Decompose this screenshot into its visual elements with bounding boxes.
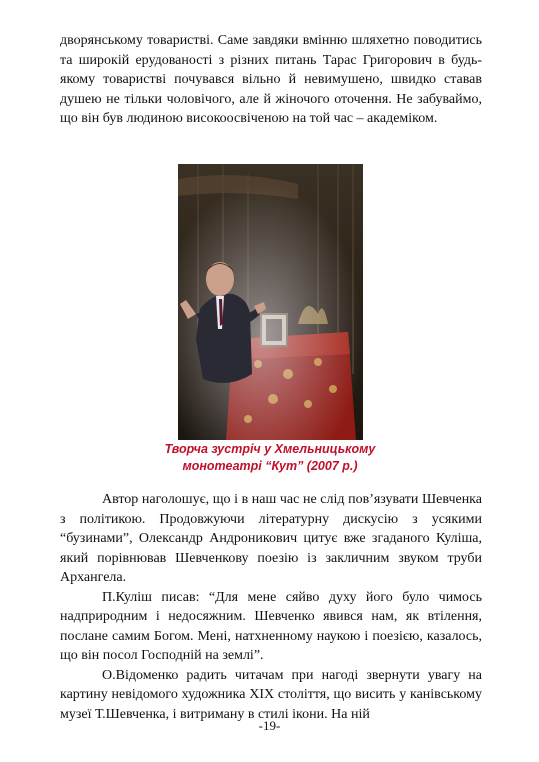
page-number: -19-: [258, 718, 281, 733]
paragraph-1: Автор наголошує, що і в наш час не слід пов’язувати Шевченка з політикою. Продовжуючи літературну дискусію з усякими “бузинами”, Олександр Андроникович цитує вже згаданого Куліша, який порівнював Шевченкову поезію із закличним звуком труби Архангела.: [60, 492, 482, 585]
photo-image: [178, 164, 363, 440]
caption-line-1: Творча зустріч у Хмельницькому: [164, 442, 376, 456]
text-block-bottom: [60, 490, 482, 724]
paragraph-3: О.Відоменко радить читачам при нагоді звернути увагу на картину невідомого художника XIX століття, що висить у канівському музеї Т.Шевченка, і витриману в стилі ікони. На ній: [60, 667, 482, 722]
paragraph-top: дворянському товаристві. Саме завдяки вмінню шляхетно поводитись та широкій ерудованості з різних питань Тарас Григорович в будь-якому товаристві почувався вільно й невимушено, швидко ставав душею не тільки чоловічого, але й жіночого оточення. Не забуваймо, що він був людиною високоосвіченою на той час – академіком.: [60, 33, 482, 126]
text-block-top: [60, 31, 482, 129]
paragraph-2: П.Куліш писав: “Для мене сяйво духу його було чимось надприродним і недосяжним. Шевченко явився нам, як втілення, послане самим Богом. Мені, натхненному наукою і поезією, казалось, що він посол Господній на землі”.: [60, 589, 482, 663]
photo-caption: [140, 441, 400, 475]
caption-line-2: монотеатрі “Кут” (2007 р.): [182, 459, 358, 473]
event-photo: [178, 164, 363, 440]
